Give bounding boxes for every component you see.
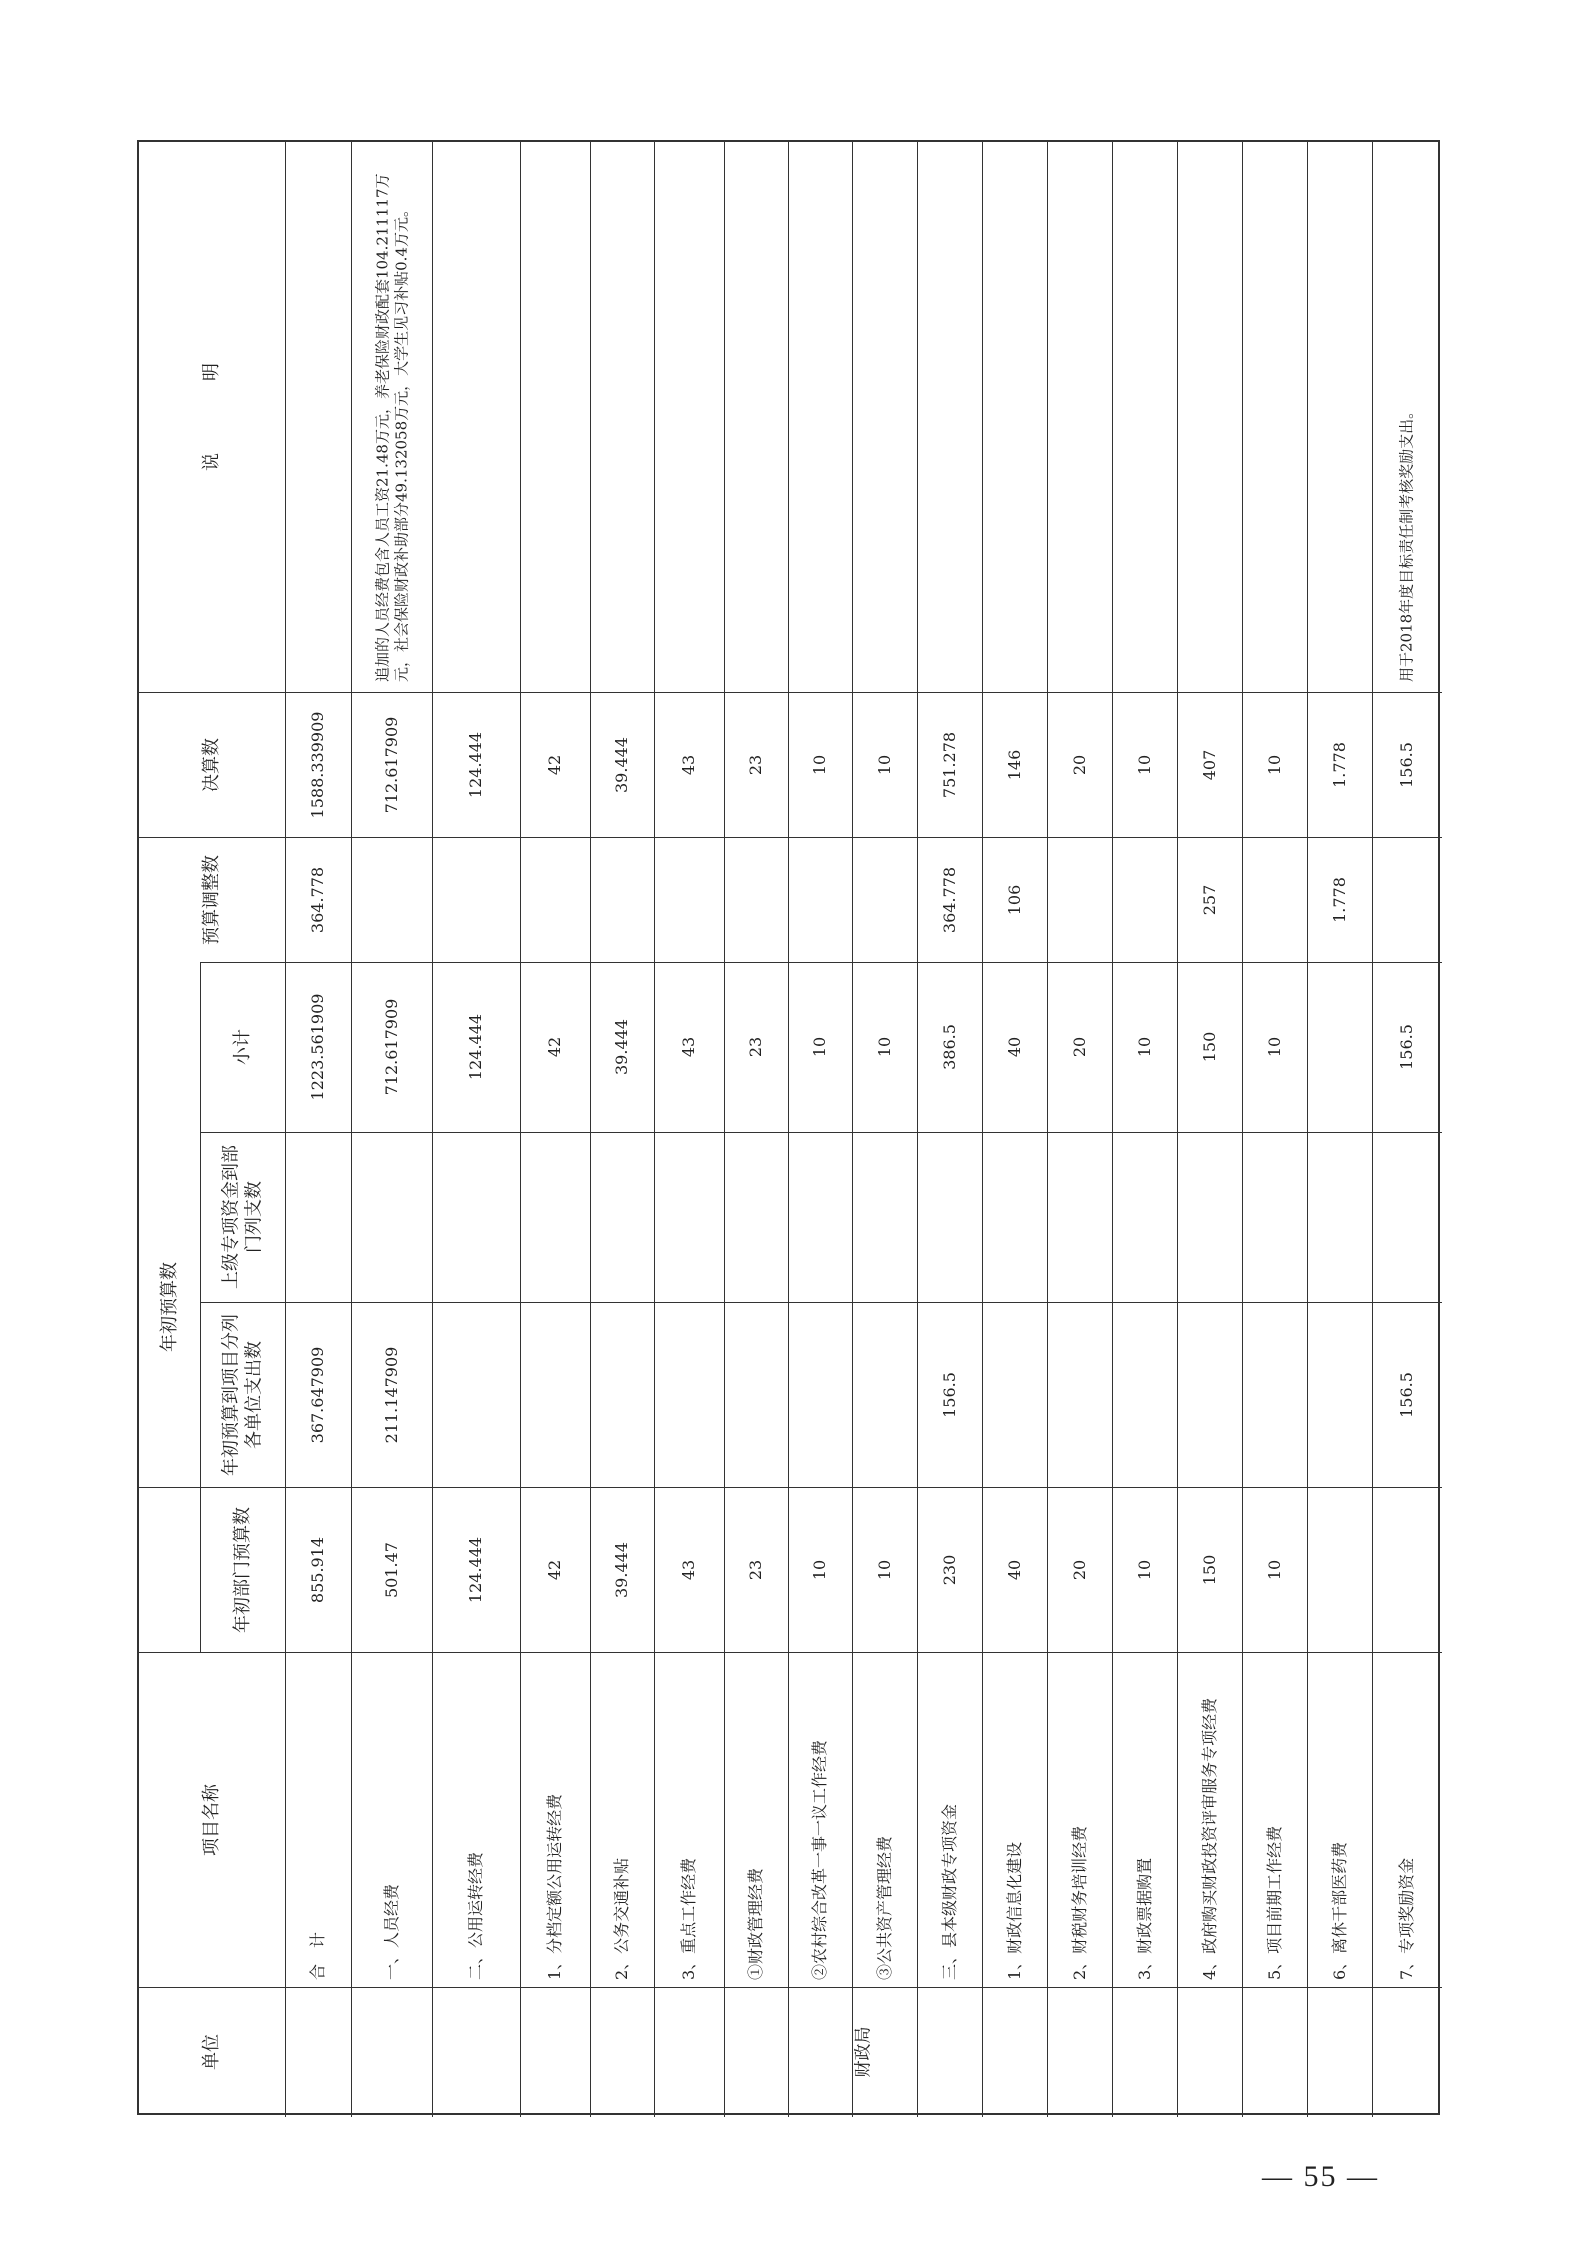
row-superior [654,1132,724,1302]
row-final-text: 751.278 [939,731,959,798]
row-project-alloc [654,1302,724,1487]
row-name-text: 三、县本级财政专项资金 [939,1803,959,1980]
row-dept-initial [432,1487,520,1652]
row-final [724,692,788,837]
row-dept-initial [520,1487,590,1652]
row-final-text: 1.778 [1329,741,1349,788]
row-dept-initial-text: 43 [679,1559,698,1580]
row-dept-initial [852,1487,917,1652]
row-dept-initial-text: 10 [810,1559,829,1580]
row-note [724,142,788,692]
row-name [724,1652,788,1987]
header-superior-text: 上级专项资金到部门列支数 [220,1145,264,1289]
row-note [982,142,1047,692]
page-number: — 55 — [1262,2160,1379,2193]
row-final-text: 10 [1264,754,1284,775]
row-subtotal [1307,962,1372,1132]
row-adjustment [654,837,724,962]
row-subtotal [432,962,520,1132]
row-name-text: 二、公用运转经费 [466,1851,485,1980]
unit-name [285,1987,1442,2117]
header-item-name-text: 项目名称 [200,1783,222,1856]
row-adjustment [285,837,351,962]
row-dept-initial [724,1487,788,1652]
row-name [590,1652,654,1987]
row-dept-initial [1112,1487,1177,1652]
row-subtotal-text: 40 [1004,1036,1024,1058]
row-subtotal [1242,962,1307,1132]
row-adjustment-text: 1.778 [1329,876,1349,923]
row-subtotal-text: 156.5 [1397,1024,1416,1070]
row-name [654,1652,724,1987]
row-superior [351,1132,432,1302]
row-adjustment [1372,837,1442,962]
row-final-text: 1588.339909 [308,711,327,818]
row-note [852,142,917,692]
row-subtotal-text: 124.444 [466,1013,485,1081]
row-subtotal [788,962,852,1132]
row-note [1047,142,1112,692]
row-subtotal [852,962,917,1132]
row-final-text: 124.444 [466,731,485,798]
row-subtotal-text: 712.617909 [381,998,401,1096]
header-dept-initial-text: 年初部门预算数 [231,1506,253,1633]
row-superior [590,1132,654,1302]
row-adjustment [1307,837,1372,962]
row-superior [1177,1132,1242,1302]
row-final [520,692,590,837]
row-dept-initial [590,1487,654,1652]
row-subtotal-text: 39.444 [612,1019,631,1075]
row-dept-initial [1177,1487,1242,1652]
row-name [852,1652,917,1987]
row-final [1112,692,1177,837]
row-name-text: 7、专项奖励资金 [1397,1857,1416,1980]
row-final-text: 20 [1069,754,1089,775]
header-final-text: 决算数 [200,737,222,792]
row-project-alloc [788,1302,852,1487]
row-project-alloc [982,1302,1047,1487]
row-subtotal [285,962,351,1132]
row-dept-initial-text: 42 [545,1559,564,1580]
row-note [520,142,590,692]
row-subtotal-text: 386.5 [939,1024,959,1070]
row-dept-initial-text: 124.444 [466,1536,485,1603]
row-adjustment-text: 106 [1004,884,1024,915]
row-subtotal [1047,962,1112,1132]
row-final [590,692,654,837]
row-dept-initial [351,1487,432,1652]
header-project-alloc [200,1302,285,1487]
row-superior [520,1132,590,1302]
row-name [982,1652,1047,1987]
row-dept-initial-text: 10 [874,1559,894,1580]
row-project-alloc [852,1302,917,1487]
row-note [1307,142,1372,692]
row-name [520,1652,590,1987]
row-final [982,692,1047,837]
row-final [788,692,852,837]
row-name [1112,1652,1177,1987]
row-adjustment [1047,837,1112,962]
row-name [285,1652,351,1987]
row-final-text: 146 [1004,749,1024,780]
row-final [852,692,917,837]
row-adjustment [917,837,982,962]
row-superior [1112,1132,1177,1302]
row-adjustment [788,837,852,962]
row-subtotal [724,962,788,1132]
row-final [917,692,982,837]
header-adjustment-text: 预算调整数 [200,854,222,945]
row-final [654,692,724,837]
header-final [139,692,285,837]
row-superior [852,1132,917,1302]
row-adjustment [1242,837,1307,962]
header-note [139,142,285,692]
row-superior [1307,1132,1372,1302]
row-final [1047,692,1112,837]
row-adjustment [590,837,654,962]
row-subtotal-text: 1223.561909 [308,993,327,1101]
row-final-text: 39.444 [612,736,631,793]
row-final-text: 712.617909 [381,716,401,813]
header-superior [200,1132,285,1302]
row-name [1242,1652,1307,1987]
row-final [432,692,520,837]
row-superior [917,1132,982,1302]
row-name [432,1652,520,1987]
row-superior [1047,1132,1112,1302]
row-project-alloc [590,1302,654,1487]
header-subtotal-text: 小计 [231,1029,253,1065]
row-final [285,692,351,837]
row-dept-initial-text: 39.444 [612,1541,631,1598]
row-subtotal [982,962,1047,1132]
row-name-text: 一、人员经费 [381,1883,401,1980]
row-dept-initial-text: 20 [1069,1559,1089,1580]
row-dept-initial [788,1487,852,1652]
row-name [1047,1652,1112,1987]
row-project-alloc-text: 156.5 [1397,1371,1416,1418]
row-dept-initial [1242,1487,1307,1652]
row-final [351,692,432,837]
row-adjustment-text: 364.778 [939,866,959,933]
row-subtotal [351,962,432,1132]
row-project-alloc [285,1302,351,1487]
row-subtotal [520,962,590,1132]
row-subtotal [590,962,654,1132]
row-adjustment [982,837,1047,962]
row-note [351,142,432,692]
row-dept-initial [654,1487,724,1652]
row-project-alloc [1177,1302,1242,1487]
row-name-text: 合 计 [308,1931,327,1980]
row-subtotal [917,962,982,1132]
row-subtotal-text: 10 [874,1036,894,1058]
row-dept-initial [1047,1487,1112,1652]
row-adjustment-text: 257 [1199,884,1219,915]
header-initial-group-text: 年初预算数 [158,1262,180,1352]
row-adjustment [724,837,788,962]
row-final [1372,692,1442,837]
row-name-text: 2、公务交通补贴 [612,1857,631,1980]
row-dept-initial-text: 10 [1134,1559,1154,1580]
row-name-text: 4、政府购买财政投资评审服务专项经费 [1199,1697,1219,1980]
row-adjustment [1112,837,1177,962]
row-subtotal-text: 10 [1134,1036,1154,1058]
row-subtotal-text: 20 [1069,1036,1089,1058]
row-note [285,142,351,692]
row-dept-initial [1372,1487,1442,1652]
row-name [788,1652,852,1987]
row-name-text: 3、重点工作经费 [679,1857,698,1980]
row-subtotal [1112,962,1177,1132]
row-dept-initial-text: 855.914 [308,1536,327,1603]
row-final-text: 42 [545,754,564,775]
row-adjustment [520,837,590,962]
row-name [1372,1652,1442,1987]
row-name-text: 3、财政票据购置 [1134,1857,1154,1980]
row-final-text: 43 [679,754,698,775]
row-note-text: 追加的人员经费包含人员工资21.48万元，养老保险财政配套104.211117万元，社会保险财政补助部分49.132058万元，大学生见习补贴0.4万元。 [372,173,410,682]
row-adjustment [1177,837,1242,962]
row-final-text: 23 [746,754,765,775]
row-project-alloc [1372,1302,1442,1487]
row-dept-initial-text: 40 [1004,1559,1024,1580]
row-project-alloc [917,1302,982,1487]
row-note [654,142,724,692]
row-note-text: 用于2018年度目标责任制考核奖励支出。 [1397,403,1416,682]
row-project-alloc-text: 367.647909 [308,1346,327,1443]
row-final [1177,692,1242,837]
row-superior [432,1132,520,1302]
row-final-text: 10 [1134,754,1154,775]
header-adjustment [139,837,285,962]
row-superior [724,1132,788,1302]
row-adjustment [351,837,432,962]
row-dept-initial [982,1487,1047,1652]
row-project-alloc [351,1302,432,1487]
row-name [351,1652,432,1987]
row-subtotal-text: 150 [1199,1031,1219,1063]
row-project-alloc [520,1302,590,1487]
header-initial-group [139,962,200,1652]
row-superior [788,1132,852,1302]
row-subtotal-text: 10 [810,1036,829,1058]
header-unit-text: 单位 [200,2034,222,2070]
row-name-text: ①财政管理经费 [746,1867,765,1980]
header-subtotal [200,962,285,1132]
row-subtotal-text: 43 [679,1036,698,1058]
row-name [917,1652,982,1987]
row-subtotal-text: 42 [545,1036,564,1058]
row-superior [982,1132,1047,1302]
row-note [1372,142,1442,692]
row-adjustment [432,837,520,962]
row-project-alloc [1242,1302,1307,1487]
row-subtotal-text: 10 [1264,1036,1284,1058]
row-note [432,142,520,692]
row-subtotal [1372,962,1442,1132]
header-unit [139,1987,285,2117]
row-dept-initial [1307,1487,1372,1652]
row-project-alloc [1047,1302,1112,1487]
row-name-text: 6、离休干部医药费 [1329,1841,1349,1980]
row-name-text: 5、项目前期工作经费 [1264,1825,1284,1980]
row-name-text: ②农村综合改革一事一议工作经费 [810,1739,829,1980]
row-dept-initial-text: 150 [1199,1554,1219,1585]
row-subtotal [1177,962,1242,1132]
row-note [1242,142,1307,692]
header-note-text: 说 明 [200,363,222,471]
row-name-text: ③公共资产管理经费 [874,1835,894,1980]
row-final [1307,692,1372,837]
row-subtotal-text: 23 [746,1036,765,1058]
budget-table [137,140,1440,2115]
header-project-alloc-text: 年初预算到项目分列各单位支出数 [220,1313,264,1476]
row-name-text: 1、分档定额公用运转经费 [545,1793,564,1980]
row-project-alloc [1112,1302,1177,1487]
row-note [590,142,654,692]
row-note [1112,142,1177,692]
row-final [1242,692,1307,837]
row-name [1177,1652,1242,1987]
row-final-text: 10 [810,754,829,775]
row-dept-initial-text: 23 [746,1559,765,1580]
row-adjustment [852,837,917,962]
row-final-text: 156.5 [1397,741,1416,788]
row-note [1177,142,1242,692]
row-name-text: 2、财税财务培训经费 [1069,1825,1089,1980]
row-dept-initial-text: 10 [1264,1559,1284,1580]
row-final-text: 10 [874,754,894,775]
row-adjustment-text: 364.778 [308,866,327,933]
row-superior [1242,1132,1307,1302]
row-project-alloc [724,1302,788,1487]
row-note [788,142,852,692]
row-project-alloc [1307,1302,1372,1487]
row-project-alloc [432,1302,520,1487]
row-name [1307,1652,1372,1987]
row-subtotal [654,962,724,1132]
row-note [917,142,982,692]
row-name-text: 1、财政信息化建设 [1004,1841,1024,1980]
row-dept-initial [285,1487,351,1652]
row-dept-initial [917,1487,982,1652]
row-dept-initial-text: 501.47 [381,1541,401,1598]
row-final-text: 407 [1199,749,1219,780]
header-dept-initial [200,1487,285,1652]
unit-name-text: 财政局 [852,2026,873,2078]
header-item-name [139,1652,285,1987]
row-superior [285,1132,351,1302]
row-superior [1372,1132,1442,1302]
row-project-alloc-text: 211.147909 [381,1346,401,1443]
row-dept-initial-text: 230 [939,1554,959,1585]
row-project-alloc-text: 156.5 [939,1371,959,1418]
